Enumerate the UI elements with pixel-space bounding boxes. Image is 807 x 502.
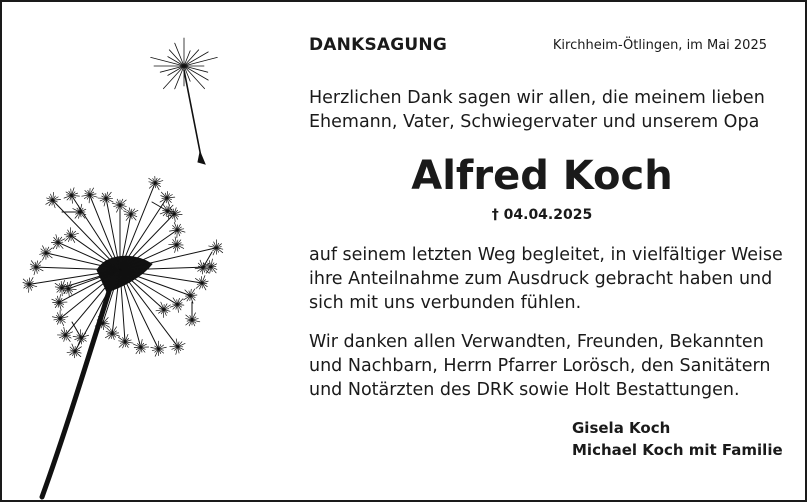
body-line: sich mit uns verbunden fühlen. (309, 293, 582, 313)
body-line: Wir danken allen Verwandten, Freunden, Bekannten (309, 332, 764, 352)
signature-name: Michael Koch mit Familie (572, 441, 783, 459)
intro-text (309, 86, 765, 134)
body-line: ihre Anteilnahme zum Ausdruck gebracht haben und (309, 269, 773, 289)
intro-line: Herzlichen Dank sagen wir allen, die meinem lieben (309, 88, 765, 108)
dandelion-icon (2, 2, 302, 500)
body-paragraph-2 (309, 330, 770, 402)
death-date: † 04.04.2025 (491, 207, 593, 223)
body-line: und Nachbarn, Herrn Pfarrer Lorösch, den Sanitätern (309, 356, 771, 376)
body-line: und Notärzten des DRK sowie Holt Bestattungen. (309, 380, 740, 400)
deceased-name: Alfred Koch (411, 153, 673, 199)
signatures (572, 417, 783, 461)
body-line: auf seinem letzten Weg begleitet, in vielfältiger Weise (309, 245, 783, 265)
notice-heading: DANKSAGUNG (309, 35, 448, 55)
body-paragraph-1 (309, 243, 783, 315)
signature-name: Gisela Koch (572, 419, 671, 437)
intro-line: Ehemann, Vater, Schwiegervater und unserem Opa (309, 112, 760, 132)
place-date: Kirchheim-Ötlingen, im Mai 2025 (552, 38, 767, 53)
